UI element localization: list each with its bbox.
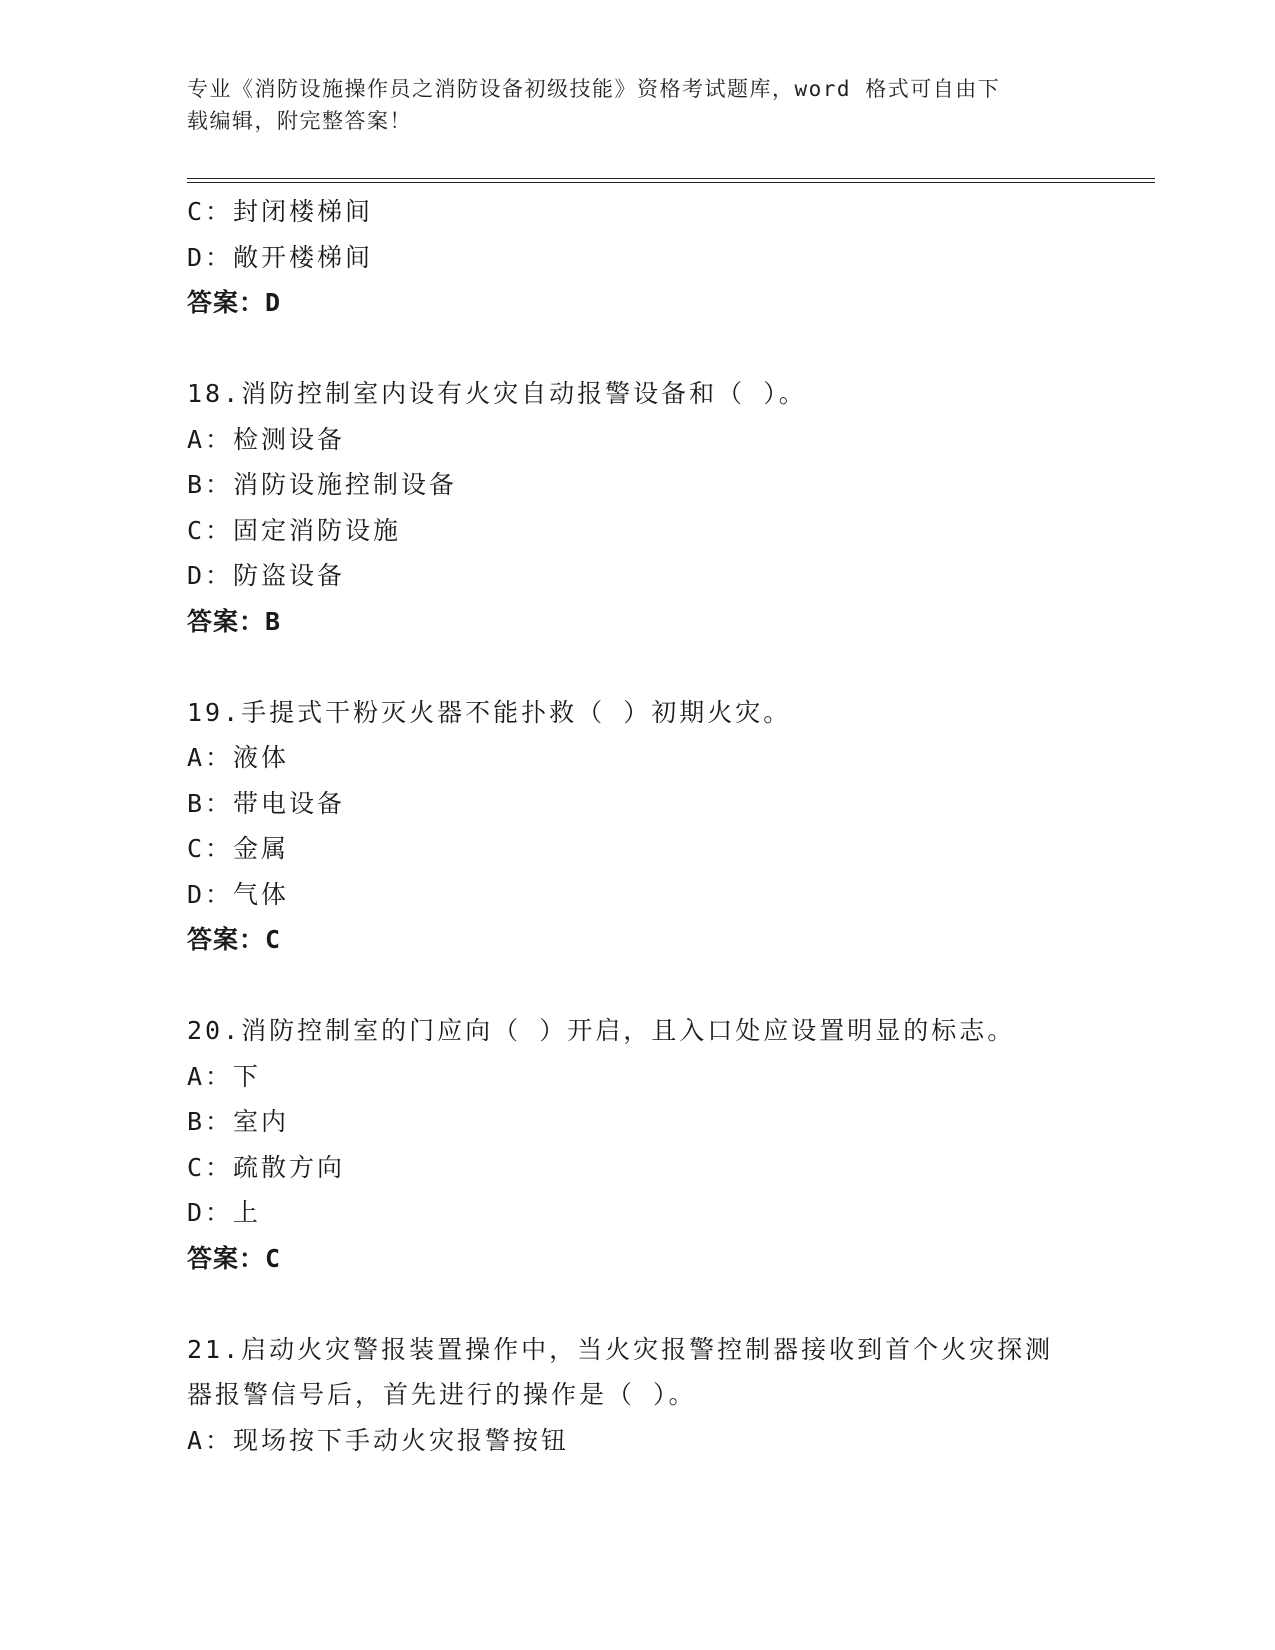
option-c: C：金属 bbox=[187, 834, 290, 863]
option-b: B：带电设备 bbox=[187, 788, 346, 818]
spacer bbox=[187, 326, 1147, 372]
option-a: A：下 bbox=[187, 1061, 262, 1091]
answer: 答案：C bbox=[187, 1243, 282, 1273]
question-stem: 19.手提式干粉灭火器不能扑救（ ）初期火灾。 bbox=[187, 697, 792, 727]
question-20 bbox=[187, 1008, 1147, 1281]
question-list bbox=[187, 189, 1147, 1463]
option-c: C：固定消防设施 bbox=[187, 515, 402, 545]
question-stem: 18.消防控制室内设有火灾自动报警设备和（ ）。 bbox=[187, 379, 807, 408]
spacer bbox=[187, 963, 1147, 1009]
answer: 答案：D bbox=[187, 288, 282, 317]
spacer bbox=[187, 644, 1147, 690]
question-19 bbox=[187, 690, 1147, 963]
option-d: D：防盗设备 bbox=[187, 561, 346, 590]
option-a: A：检测设备 bbox=[187, 424, 346, 454]
option-a: A：液体 bbox=[187, 743, 290, 772]
question-stem-line-1: 21.启动火灾警报装置操作中，当火灾报警控制器接收到首个火灾探测 bbox=[187, 1334, 1054, 1364]
header-divider-top bbox=[187, 178, 1155, 179]
option-d: D：气体 bbox=[187, 879, 290, 909]
question-21 bbox=[187, 1327, 1147, 1464]
option-b: B：室内 bbox=[187, 1107, 290, 1136]
option-c: C：疏散方向 bbox=[187, 1152, 346, 1182]
question-stem-line-2: 器报警信号后，首先进行的操作是（ ）。 bbox=[187, 1380, 697, 1409]
option-a: A：现场按下手动火灾报警按钮 bbox=[187, 1425, 570, 1455]
header-divider-bottom bbox=[187, 182, 1155, 183]
header-line-2: 载编辑，附完整答案！ bbox=[187, 109, 412, 133]
question-18 bbox=[187, 371, 1147, 644]
question-17 bbox=[187, 189, 1147, 326]
answer: 答案：B bbox=[187, 606, 282, 636]
question-stem: 20.消防控制室的门应向（ ）开启，且入口处应设置明显的标志。 bbox=[187, 1016, 1016, 1045]
header-line-1: 专业《消防设施操作员之消防设备初级技能》资格考试题库，word 格式可自由下 bbox=[187, 77, 1001, 101]
option-b: B：消防设施控制设备 bbox=[187, 470, 458, 499]
option-d: D：敞开楼梯间 bbox=[187, 242, 374, 272]
option-d: D：上 bbox=[187, 1198, 262, 1227]
answer: 答案：C bbox=[187, 925, 282, 954]
document-header bbox=[187, 73, 1087, 137]
spacer bbox=[187, 1281, 1147, 1327]
option-c: C：封闭楼梯间 bbox=[187, 197, 374, 226]
